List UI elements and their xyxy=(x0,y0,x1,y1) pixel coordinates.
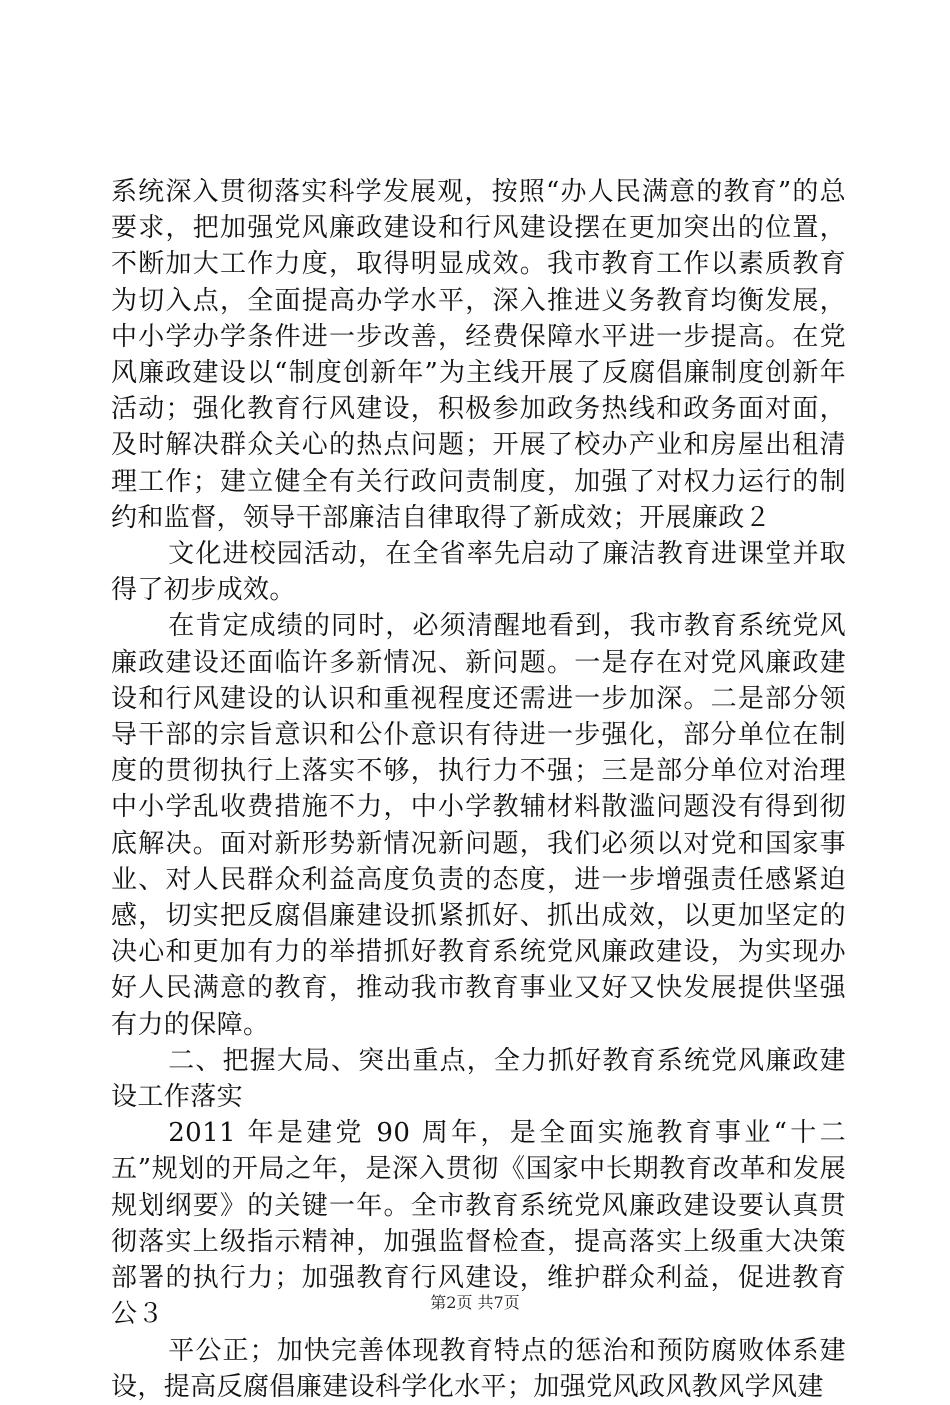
paragraph-5: 平公正；加快完善体现教育特点的惩治和预防腐败体系建设，提高反腐倡廉建设科学化水平；加强党风政风教风学风建 xyxy=(111,1335,846,1402)
section-heading: 二、把握大局、突出重点，全力抓好教育系统党风廉政建设工作落实 xyxy=(111,1045,846,1113)
paragraph-4: 2011 年是建党 90 周年，是全面实施教育事业“十二五”规划的开局之年，是深入贯彻《国家中长期教育改革和发展规划纲要》的关键一年。全市教育系统党风廉政建设要认真贯彻落实上级指示精神，加强监督检查，提高落实上级重大决策部署的执行力；加强教育行风建设，维护群众利益，促进教育公３ xyxy=(111,1118,846,1330)
paragraph-1: 系统深入贯彻落实科学发展观，按照“办人民满意的教育”的总要求，把加强党风廉政建设和行风建设摆在更加突出的位置，不断加大工作力度，取得明显成效。我市教育工作以素质教育为切入点，全面提高办学水平，深入推进义务教育均衡发展，中小学办学条件进一步改善，经费保障水平进一步提高。在党风廉政建设以“制度创新年”为主线开展了反腐倡廉制度创新年活动；强化教育行风建设，积极参加政务热线和政务面对面，及时解决群众关心的热点问题；开展了校办产业和房屋出租清理工作；建立健全有关行政问责制度，加强了对权力运行的制约和监督，领导干部廉洁自律取得了新成效；开展廉政２ xyxy=(111,177,846,533)
document-body xyxy=(111,174,846,1405)
page-footer: 第2页 共7页 xyxy=(430,1293,520,1312)
paragraph-3: 在肯定成绩的同时，必须清醒地看到，我市教育系统党风廉政建设还面临许多新情况、新问题。一是存在对党风廉政建设和行风建设的认识和重视程度还需进一步加深。二是部分领导干部的宗旨意识和公仆意识有待进一步强化，部分单位在制度的贯彻执行上落实不够，执行力不强；三是部分单位对治理中小学乱收费措施不力，中小学教辅材料散滥问题没有得到彻底解决。面对新形势新情况新问题，我们必须以对党和国家事业、对人民群众利益高度负责的态度，进一步增强责任感紧迫感，切实把反腐倡廉建设抓紧抓好、抓出成效，以更加坚定的决心和更加有力的举措抓好教育系统党风廉政建设，为实现办好人民满意的教育，推动我市教育事业又好又快发展提供坚强有力的保障。 xyxy=(111,611,846,1040)
paragraph-2: 文化进校园活动，在全省率先启动了廉洁教育进课堂并取得了初步成效。 xyxy=(111,539,846,606)
